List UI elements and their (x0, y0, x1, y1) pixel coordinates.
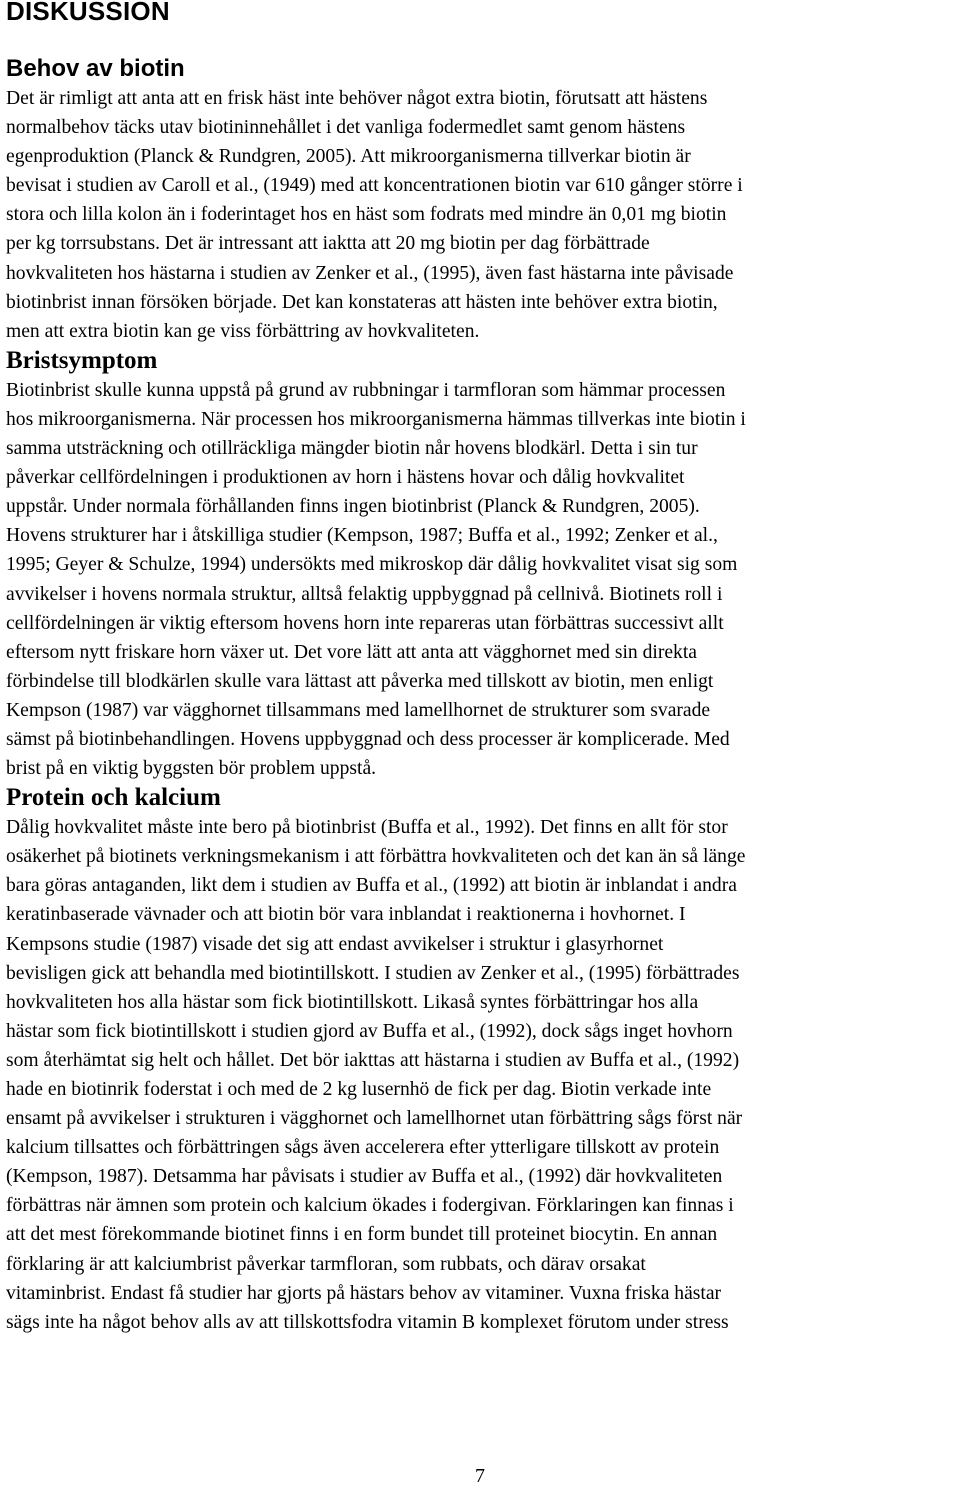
text-line: kalcium tillsattes och förbättringen sågs även accelerera efter ytterligare tillskott av protein (6, 1137, 720, 1159)
text-line: samma utsträckning och otillräckliga mängder biotin når hovens blodkärl. Detta i sin tur (6, 438, 698, 460)
text-line: hästar som fick biotintillskott i studien gjord av Buffa et al., (1992), dock sågs inget hovhorn (6, 1020, 733, 1042)
section-heading-bristsymptom: Bristsymptom (6, 346, 158, 374)
text-line: biotinbrist innan försöken började. Det kan konstateras att hästen inte behöver extra biotin, (6, 291, 718, 313)
text-line: ensamt på avvikelser i strukturen i vägghornet och lamellhornet utan förbättring sågs först när (6, 1108, 743, 1130)
text-line: bara göras antaganden, likt dem i studien av Buffa et al., (1992) att biotin är inblandat i andra (6, 875, 737, 897)
paragraph-bristsymptom (6, 376, 956, 783)
text-line: hos mikroorganismerna. När processen hos mikroorganismerna hämmas tillverkas inte biotin i (6, 408, 746, 430)
text-line: påverkar cellfördelningen i produktionen av horn i hästens hovar och dålig hovkvalitet (6, 467, 685, 489)
text-line: eftersom nytt friskare horn växer ut. Det vore lätt att anta att vägghornet med sin direkta (6, 641, 697, 663)
text-line: uppstår. Under normala förhållanden finns ingen biotinbrist (Planck & Rundgren, 2005). (6, 496, 700, 518)
text-line: Biotinbrist skulle kunna uppstå på grund av rubbningar i tarmfloran som hämmar processen (6, 379, 726, 401)
text-line: bevisat i studien av Caroll et al., (1949) med att koncentrationen biotin var 610 gånger större i (6, 175, 743, 197)
text-line: Dålig hovkvalitet måste inte bero på biotinbrist (Buffa et al., 1992). Det finns en allt för stor (6, 817, 728, 839)
text-line: hade en biotinrik foderstat i och med de 2 kg lusernhö de fick per dag. Biotin verkade inte (6, 1079, 712, 1100)
text-line: (Kempson, 1987). Detsamma har påvisats i studier av Buffa et al., (1992) där hovkvaliteten (6, 1166, 723, 1188)
text-line: som återhämtat sig helt och hållet. Det bör iakttas att hästarna i studien av Buffa et al., (1992) (6, 1049, 740, 1071)
document-page (6, 0, 956, 1337)
text-line: 1995; Geyer & Schulze, 1994) undersökts med mikroskop där dålig hovkvalitet visat sig som (6, 554, 738, 576)
section-heading-protein-och-kalcium: Protein och kalcium (6, 784, 221, 812)
text-line: cellfördelningen är viktig eftersom hovens horn inte repareras utan förbättras successivt allt (6, 612, 724, 634)
text-line: förklaring är att kalciumbrist påverkar tarmfloran, som rubbats, och därav orsakat (6, 1253, 646, 1275)
paragraph-protein-och-kalcium (6, 813, 956, 1337)
paragraph-behov-av-biotin (6, 84, 956, 346)
text-line: vitaminbrist. Endast få studier har gjorts på hästars behov av vitaminer. Vuxna friska hästar (6, 1282, 722, 1304)
text-line: keratinbaserade vävnader och att biotin bör vara inblandat i reaktionerna i hovhornet. I (6, 904, 686, 926)
text-line: stora och lilla kolon än i foderintaget hos en häst som fodrats med mindre än 0,01 mg biotin (6, 204, 727, 226)
text-line: bevisligen gick att behandla med biotintillskott. I studien av Zenker et al., (1995) förbättrades (6, 962, 740, 984)
text-line: hovkvaliteten hos hästarna i studien av Zenker et al., (1995), även fast hästarna inte påvisade (6, 262, 734, 284)
main-heading: DISKUSSION (6, 0, 170, 26)
text-line: per kg torrsubstans. Det är intressant att iaktta att 20 mg biotin per dag förbättrade (6, 233, 650, 255)
text-line: normalbehov täcks utav biotininnehållet i det vanliga fodermedlet samt genom hästens (6, 117, 686, 139)
text-line: förbindelse till blodkärlen skulle vara lättast att påverka med tillskott av biotin, men enligt (6, 670, 714, 692)
text-line: Det är rimligt att anta att en frisk häst inte behöver något extra biotin, förutsatt att hästens (6, 88, 708, 109)
text-line: osäkerhet på biotinets verkningsmekanism i att förbättra hovkvaliteten och det kan än så länge (6, 846, 746, 868)
section-heading-behov-av-biotin: Behov av biotin (6, 55, 185, 82)
text-line: Hovens strukturer har i åtskilliga studier (Kempson, 1987; Buffa et al., 1992; Zenker et al., (6, 525, 718, 547)
text-line: Kempson (1987) var vägghornet tillsammans med lamellhornet de strukturer som svarade (6, 699, 711, 721)
text-line: förbättras när ämnen som protein och kalcium ökades i fodergivan. Förklaringen kan finnas i (6, 1195, 734, 1217)
text-line: sägs inte ha något behov alls av att tillskottsfodra vitamin B komplexet förutom under stress (6, 1311, 729, 1333)
text-line: att det mest förekommande biotinet finns i en form bundet till proteinet biocytin. En annan (6, 1224, 718, 1246)
text-line: sämst på biotinbehandlingen. Hovens uppbyggnad och dess processer är komplicerade. Med (6, 728, 730, 750)
text-line: hovkvaliteten hos alla hästar som fick biotintillskott. Likaså syntes förbättringar hos alla (6, 991, 699, 1013)
page-number: 7 (475, 1465, 485, 1487)
text-line: brist på en viktig byggsten bör problem uppstå. (6, 758, 377, 780)
text-line: men att extra biotin kan ge viss förbättring av hovkvaliteten. (6, 320, 480, 342)
text-line: Kempsons studie (1987) visade det sig att endast avvikelser i struktur i glasyrhornet (6, 933, 664, 955)
text-line: avvikelser i hovens normala struktur, alltså felaktig uppbyggnad på cellnivå. Biotinets roll i (6, 583, 723, 605)
text-line: egenproduktion (Planck & Rundgren, 2005). Att mikroorganismerna tillverkar biotin är (6, 146, 691, 168)
